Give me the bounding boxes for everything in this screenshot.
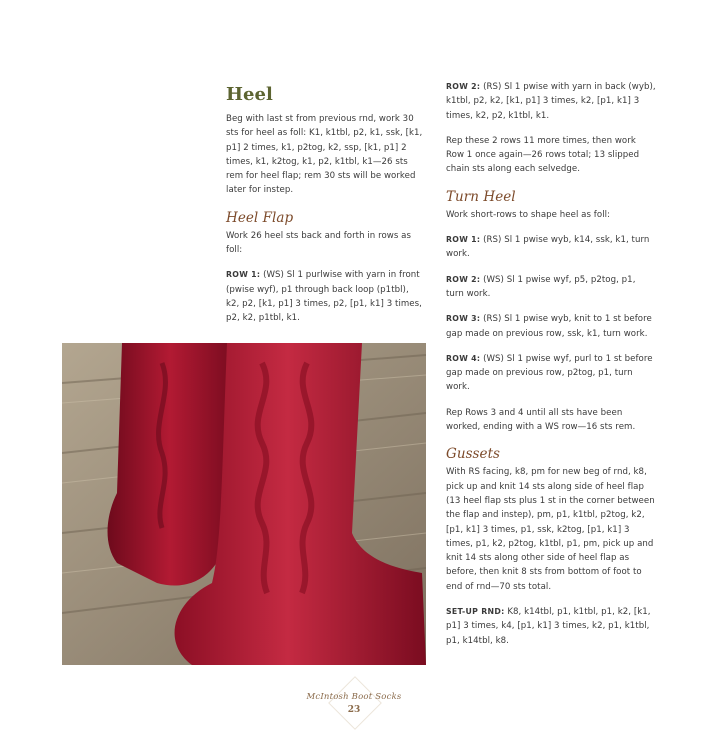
turn-heel-repeat: Rep Rows 3 and 4 until all sts have been worked, ending with a WS row—16 sts rem. bbox=[446, 407, 636, 433]
row-text: (WS) Sl 1 purlwise with yarn in front (pwise wyf), p1 through back loop (p1tbl), k2, p2, [k1, p1] 3 times, p2, [p1, k1] 3 times, p2, k2, p1tbl, k1. bbox=[226, 270, 422, 324]
footer-diamond-ornament bbox=[328, 676, 382, 730]
turn-heel-intro: Work short-rows to shape heel as foll: bbox=[446, 209, 611, 220]
page-number: 23 bbox=[347, 705, 361, 715]
heel-flap-repeat: Rep these 2 rows 11 more times, then work Row 1 once again—26 rows total; 13 slipped chain sts along each selvedge. bbox=[446, 135, 640, 175]
row-text: K8, k14tbl, p1, k1tbl, p1, k2, [k1, p1] 3 times, k4, [p1, k1] 3 times, k2, p1, k1tbl, p1, k14tbl, k8. bbox=[446, 607, 651, 646]
page-footer bbox=[254, 692, 454, 715]
row-label: ROW 1: bbox=[446, 235, 481, 245]
heel-flap-heading: Heel Flap bbox=[226, 209, 294, 226]
heel-flap-row2 bbox=[446, 80, 656, 123]
row-label: ROW 2: bbox=[446, 82, 481, 91]
right-column bbox=[446, 80, 656, 659]
row-label: SET-UP RND: bbox=[446, 607, 505, 617]
heel-flap-intro: Work 26 heel sts back and forth in rows as foll: bbox=[226, 230, 412, 256]
gussets-heading: Gussets bbox=[446, 446, 501, 463]
footer-pattern-title: McIntosh Boot Socks bbox=[306, 692, 402, 702]
turn-heel-row2 bbox=[446, 273, 656, 302]
row-label: ROW 3: bbox=[446, 314, 481, 324]
row-text: (RS) Sl 1 pwise wyb, k14, ssk, k1, turn work. bbox=[446, 235, 650, 260]
gussets-body: With RS facing, k8, pm for new beg of rnd, k8, pick up and knit 14 sts along side of heel flap (13 heel flap sts plus 1 st in the corner between the flap and instep), pm, p1, k1tbl, p2tog, k2, [p1, k1] 3 times, p1, ssk, k2tog, [p1, k1] 3 times, p1, k2, p2tog, k1tbl, p1, pm, pick up and knit 14 sts along other side of heel flap as before, then knit 8 sts from bottom of foot to end of rnd—70 sts total. bbox=[446, 467, 655, 592]
gussets-setup bbox=[446, 605, 656, 648]
row-label: ROW 2: bbox=[446, 274, 481, 284]
left-column bbox=[226, 84, 424, 337]
turn-heel-heading: Turn Heel bbox=[446, 188, 516, 205]
turn-heel-row1 bbox=[446, 233, 656, 262]
turn-heel-row3 bbox=[446, 312, 656, 341]
sock-photo-illustration bbox=[62, 343, 426, 665]
row-text: (RS) Sl 1 pwise wyb, knit to 1 st before gap made on previous row, ssk, k1, turn work. bbox=[446, 314, 652, 339]
sock-photo bbox=[62, 343, 426, 665]
turn-heel-row4 bbox=[446, 352, 656, 395]
row-text: (RS) Sl 1 pwise with yarn in back (wyb), k1tbl, p2, k2, [k1, p1] 3 times, k2, [p1, k1] 3 times, k2, p2, k1tbl, k1. bbox=[446, 82, 656, 121]
heel-flap-row1 bbox=[226, 268, 424, 325]
heel-heading: Heel bbox=[226, 84, 273, 105]
row-text: (WS) Sl 1 pwise wyf, p5, p2tog, p1, turn work. bbox=[446, 274, 636, 299]
row-text: (WS) Sl 1 pwise wyf, purl to 1 st before gap made on previous row, p2tog, p1, turn work. bbox=[446, 353, 653, 393]
heel-body: Beg with last st from previous rnd, work 30 sts for heel as foll: K1, k1tbl, p2, k1, ssk, [k1, p1] 2 times, k1, p2tog, k2, ssp, [k1, p1] 2 times, k1, k2tog, k1, p2, k1tbl, k1—26 sts rem for heel flap; rem 30 sts will be worked later for instep. bbox=[226, 114, 423, 196]
row-label: ROW 1: bbox=[226, 270, 261, 280]
row-label: ROW 4: bbox=[446, 353, 481, 363]
